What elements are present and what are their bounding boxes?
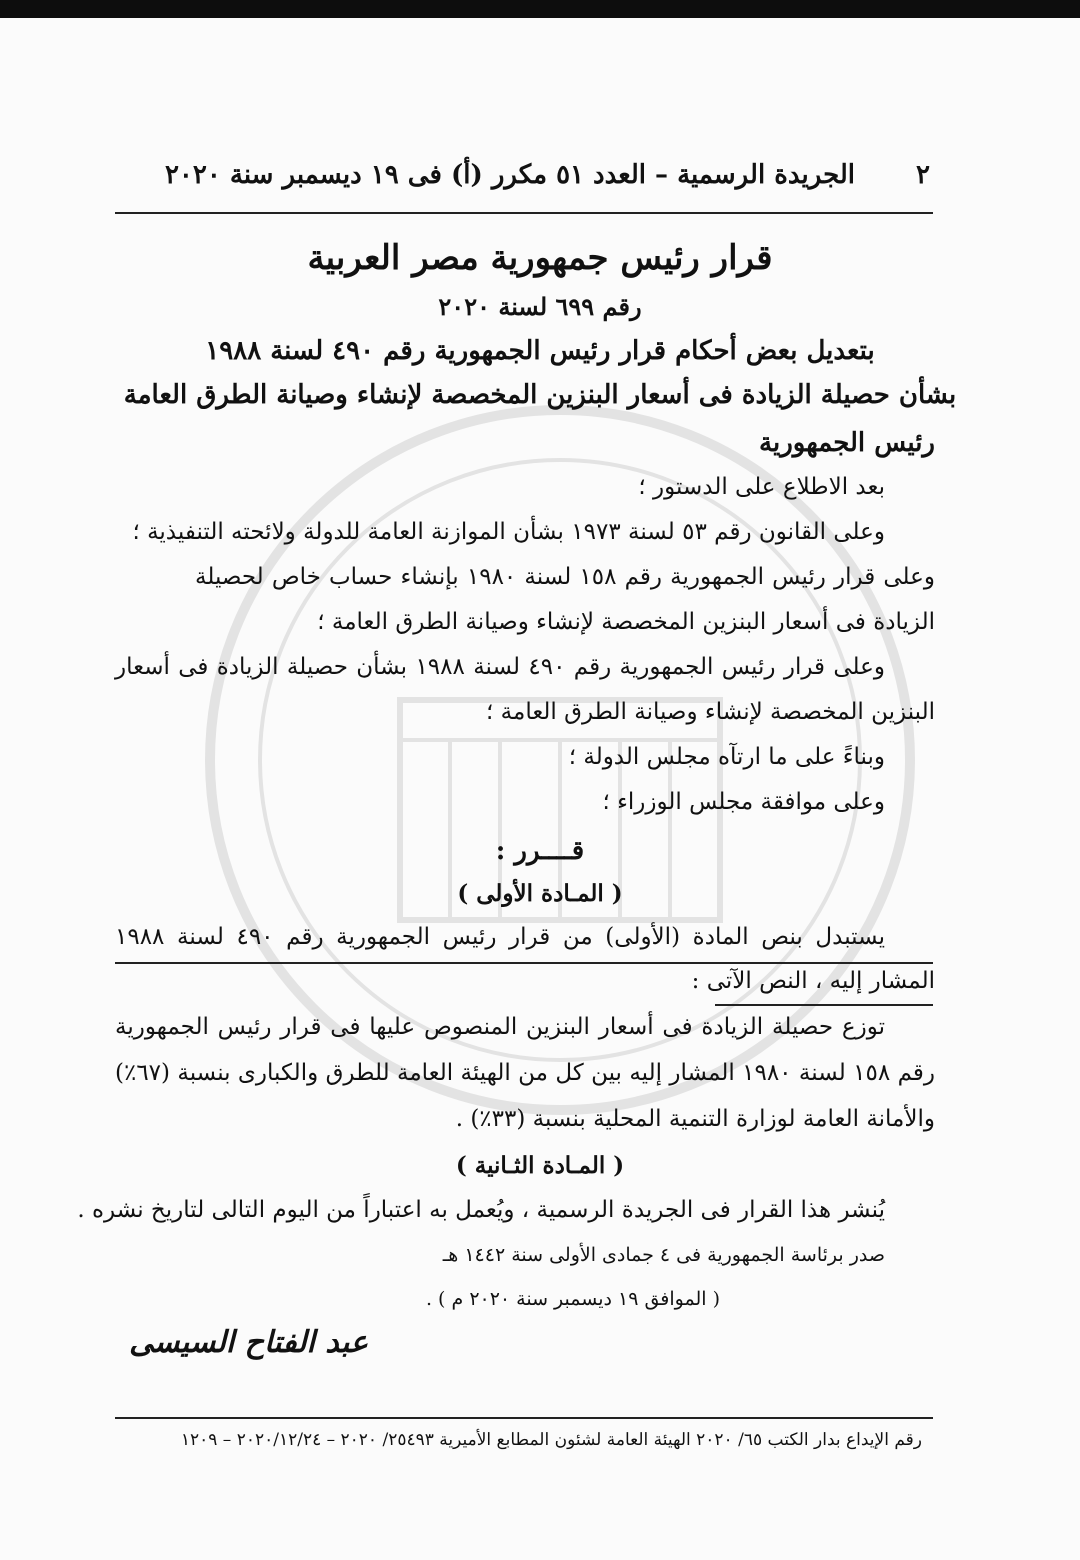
preamble-line: وعلى قرار رئيس الجمهورية رقم ١٥٨ لسنة ١٩٨٠ بإنشاء حساب خاص لحصيلة xyxy=(195,564,936,590)
decree-subject-line-2: بشأن حصيلة الزيادة فى أسعار البنزين المخصصة لإنشاء وصيانة الطرق العامة xyxy=(123,380,957,410)
footer-rule xyxy=(115,1417,933,1419)
article-1-quote-line: توزع حصيلة الزيادة فى أسعار البنزين المنصوص عليها فى قرار رئيس الجمهورية xyxy=(115,1014,885,1040)
article-2-line: يُنشر هذا القرار فى الجريدة الرسمية ، ويُعمل به اعتباراً من اليوم التالى لتاريخ نشره . xyxy=(77,1197,885,1223)
decree-number: رقم ٦٩٩ لسنة ٢٠٢٠ xyxy=(438,292,642,321)
article-1-line: المشار إليه ، النص الآتى : xyxy=(691,968,935,994)
signature: عبد الفتاح السيسى xyxy=(129,1325,368,1360)
decree-title: قرار رئيس جمهورية مصر العربية xyxy=(307,238,773,278)
preamble-line: الزيادة فى أسعار البنزين المخصصة لإنشاء وصيانة الطرق العامة ؛ xyxy=(317,609,935,635)
preamble-line: وبناءً على ما ارتآه مجلس الدولة ؛ xyxy=(568,744,885,770)
article-1-quote-line: رقم ١٥٨ لسنة ١٩٨٠ المشار إليه بين كل من الهيئة العامة للطرق والكبارى بنسبة (٦٧٪) xyxy=(115,1060,935,1086)
preamble-line: البنزين المخصصة لإنشاء وصيانة الطرق العامة ؛ xyxy=(486,699,935,725)
deposit-footer: رقم الإيداع بدار الكتب ٦٥/ ٢٠٢٠ الهيئة العامة لشئون المطابع الأميرية ٢٥٤٩٣/ ٢٠٢٠ – ٢٠٢٠/١٢/٢٤ – ١٢٠٩ xyxy=(180,1430,922,1450)
section-rule xyxy=(115,962,933,964)
article-1-heading: ( المـادة الأولى ) xyxy=(457,880,623,907)
article-1-quote-line: والأمانة العامة لوزارة التنمية المحلية بنسبة (٣٣٪) . xyxy=(455,1106,935,1132)
preamble-line: وعلى موافقة مجلس الوزراء ؛ xyxy=(602,789,885,815)
preamble-line: بعد الاطلاع على الدستور ؛ xyxy=(638,474,885,500)
issuer-heading: رئيس الجمهورية xyxy=(759,428,935,458)
gazette-header: الجريدة الرسمية – العدد ٥١ مكرر (أ) فى ١٩ ديسمبر سنة ٢٠٢٠ xyxy=(164,160,855,190)
page-number: ٢ xyxy=(916,160,930,190)
issued-line: صدر برئاسة الجمهورية فى ٤ جمادى الأولى سنة ١٤٤٢ هـ xyxy=(442,1244,885,1266)
article-1-line: يستبدل بنص المادة (الأولى) من قرار رئيس الجمهورية رقم ٤٩٠ لسنة ١٩٨٨ xyxy=(115,924,885,950)
decided-heading: قــــرر : xyxy=(495,836,585,866)
short-rule xyxy=(715,1004,933,1006)
preamble-line: وعلى قرار رئيس الجمهورية رقم ٤٩٠ لسنة ١٩٨٨ بشأن حصيلة الزيادة فى أسعار xyxy=(115,654,886,680)
article-2-heading: ( المـادة الثـانية ) xyxy=(455,1152,625,1179)
preamble-line: وعلى القانون رقم ٥٣ لسنة ١٩٧٣ بشأن الموازنة العامة للدولة ولائحته التنفيذية ؛ xyxy=(132,519,885,545)
header-rule xyxy=(115,212,933,214)
decree-subject-line-1: بتعديل بعض أحكام قرار رئيس الجمهورية رقم ٤٩٠ لسنة ١٩٨٨ xyxy=(205,336,875,366)
issued-line: ( الموافق ١٩ ديسمبر سنة ٢٠٢٠ م ) . xyxy=(425,1288,720,1310)
